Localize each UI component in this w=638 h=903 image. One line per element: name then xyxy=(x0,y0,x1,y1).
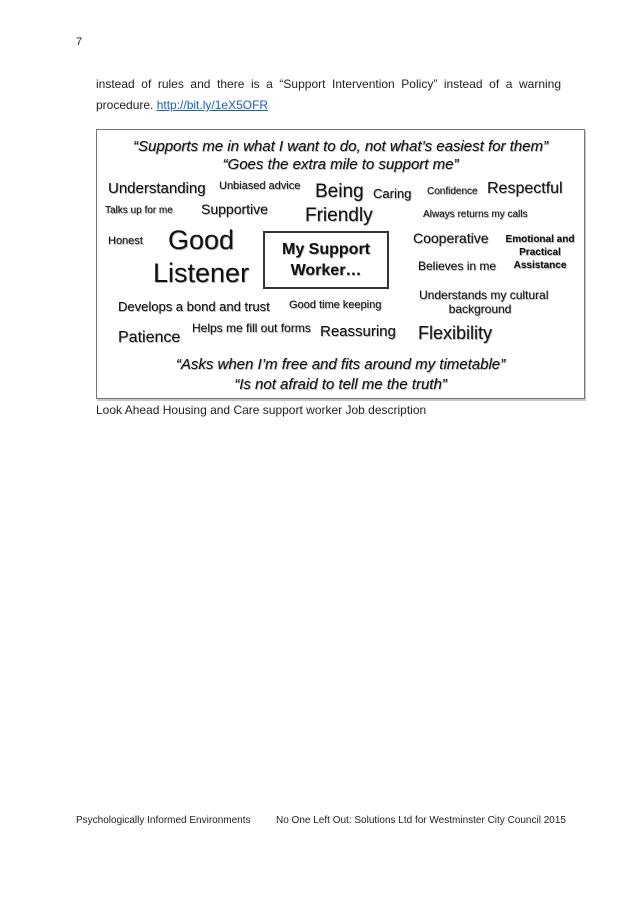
word-patience: Patience xyxy=(118,329,181,346)
word-good-time-keeping: Good time keeping xyxy=(289,299,382,311)
support-worker-word-cloud xyxy=(96,129,585,399)
paragraph-line-1: instead of rules and there is a “Support Intervention Policy” instead of a warning xyxy=(96,77,561,91)
emotional-line-2: Practical xyxy=(519,247,561,258)
quote-not-afraid-truth: “Is not afraid to tell me the truth” xyxy=(234,376,447,393)
paragraph-line-2 xyxy=(96,98,268,112)
word-understands-cultural-background xyxy=(419,288,549,316)
footer-right: No One Left Out: Solutions Ltd for Westminster City Council 2015 xyxy=(276,815,566,826)
word-caring: Caring xyxy=(373,186,412,201)
paragraph-line-2-text: procedure. xyxy=(96,98,157,112)
page-number: 7 xyxy=(76,36,83,48)
emotional-line-1: Emotional and xyxy=(505,234,575,245)
word-honest: Honest xyxy=(108,235,143,247)
center-box-my-support-worker xyxy=(263,231,389,289)
word-supportive: Supportive xyxy=(201,201,268,217)
center-text-line-2: Worker… xyxy=(290,262,362,279)
word-unbiased-advice: Unbiased advice xyxy=(219,180,301,192)
cultural-line-1: Understands my cultural xyxy=(419,288,549,302)
bitly-link[interactable]: http://bit.ly/1eX5OFR xyxy=(156,98,269,112)
word-friendly: Friendly xyxy=(305,205,373,226)
word-respectful: Respectful xyxy=(487,180,563,197)
quote-extra-mile: “Goes the extra mile to support me” xyxy=(222,156,459,173)
quote-supports-me: “Supports me in what I want to do, not what’s easiest for them” xyxy=(133,138,548,155)
word-emotional-practical-assistance xyxy=(501,233,579,272)
body-paragraph xyxy=(96,74,561,116)
quote-asks-when-free: “Asks when I’m free and fits around my timetable” xyxy=(175,356,506,373)
word-confidence: Confidence xyxy=(427,186,478,197)
word-talks-up: Talks up for me xyxy=(105,205,173,216)
word-reassuring: Reassuring xyxy=(320,323,396,340)
word-flexibility: Flexibility xyxy=(418,323,493,343)
emotional-line-3: Assistance xyxy=(513,260,567,271)
center-text-line-1: My Support xyxy=(282,241,370,258)
cultural-line-2: background xyxy=(448,302,512,316)
figure-caption: Look Ahead Housing and Care support worker Job description xyxy=(96,403,427,417)
word-listener: Listener xyxy=(153,258,250,288)
word-develops-bond: Develops a bond and trust xyxy=(118,299,270,314)
word-helps-fill-forms: Helps me fill out forms xyxy=(192,321,311,335)
word-believes-in-me: Believes in me xyxy=(418,259,497,273)
word-returns-calls: Always returns my calls xyxy=(423,209,528,220)
word-good: Good xyxy=(168,225,235,255)
word-being: Being xyxy=(315,181,364,202)
word-understanding: Understanding xyxy=(108,180,206,197)
word-cooperative: Cooperative xyxy=(413,230,489,246)
footer-left: Psychologically Informed Environments xyxy=(76,815,251,826)
